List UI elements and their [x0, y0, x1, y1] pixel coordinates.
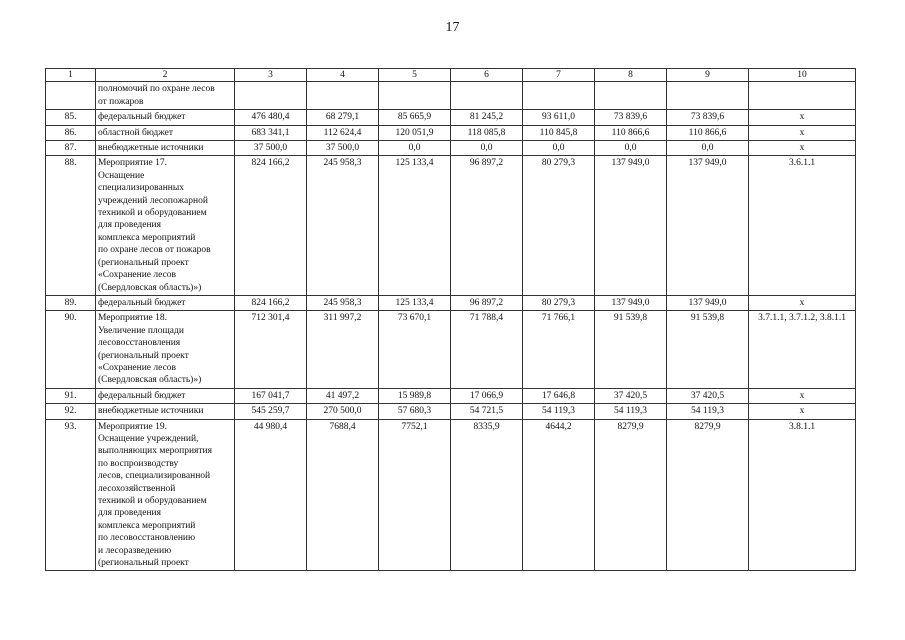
row-number: 87. — [46, 141, 96, 156]
value-2020: 120 051,9 — [379, 125, 451, 140]
value-2021: 54 721,5 — [451, 404, 523, 419]
value-2022: 71 766,1 — [523, 311, 595, 388]
value-2021: 17 066,9 — [451, 388, 523, 403]
row-name: внебюджетные источники — [96, 404, 235, 419]
row-number: 91. — [46, 388, 96, 403]
target-indicator-code: x — [749, 125, 856, 140]
value-2023 — [595, 82, 667, 110]
column-header: 7 — [523, 69, 595, 82]
row-number: 86. — [46, 125, 96, 140]
value-2024: 73 839,6 — [667, 110, 749, 125]
value-2019: 311 997,2 — [307, 311, 379, 388]
row-name: Мероприятие 17. Оснащение специализированных учреждений лесопожарной техникой и оборудованием для проведения комплекса мероприятий по охране лесов от пожаров (региональный проект «Сохранение лесов (Свердловская область)») — [96, 156, 235, 295]
value-2020: 73 670,1 — [379, 311, 451, 388]
target-indicator-code: x — [749, 388, 856, 403]
row-name: Мероприятие 18. Увеличение площади лесовосстановления (региональный проект «Сохранение лесов (Свердловская область)») — [96, 311, 235, 388]
value-total: 824 166,2 — [235, 295, 307, 310]
value-2022: 17 646,8 — [523, 388, 595, 403]
value-2024: 137 949,0 — [667, 295, 749, 310]
value-2024: 91 539,8 — [667, 311, 749, 388]
table-row — [46, 156, 856, 295]
row-number: 90. — [46, 311, 96, 388]
row-name: Мероприятие 19. Оснащение учреждений, выполняющих мероприятия по воспроизводству лесов, специализированной лесохозяйственной техникой и оборудованием для проведения комплекса мероприятий по лесовосстановлению и лесоразведению (региональный проект — [96, 419, 235, 571]
value-2020: 0,0 — [379, 141, 451, 156]
value-2023: 110 866,6 — [595, 125, 667, 140]
row-number: 89. — [46, 295, 96, 310]
value-2021 — [451, 82, 523, 110]
value-2020: 57 680,3 — [379, 404, 451, 419]
value-total: 683 341,1 — [235, 125, 307, 140]
value-2024: 110 866,6 — [667, 125, 749, 140]
target-indicator-code: x — [749, 141, 856, 156]
value-2023: 0,0 — [595, 141, 667, 156]
value-total: 824 166,2 — [235, 156, 307, 295]
row-number — [46, 82, 96, 110]
table-row — [46, 404, 856, 419]
value-2022: 80 279,3 — [523, 295, 595, 310]
value-2023: 91 539,8 — [595, 311, 667, 388]
row-number: 92. — [46, 404, 96, 419]
value-2020: 125 133,4 — [379, 295, 451, 310]
table-row — [46, 295, 856, 310]
value-2023: 137 949,0 — [595, 156, 667, 295]
value-2023: 73 839,6 — [595, 110, 667, 125]
value-2023: 8279,9 — [595, 419, 667, 571]
table-row — [46, 419, 856, 571]
table-header-row — [46, 69, 856, 82]
value-2020: 85 665,9 — [379, 110, 451, 125]
value-2019: 112 624,4 — [307, 125, 379, 140]
value-2022: 0,0 — [523, 141, 595, 156]
value-2020: 7752,1 — [379, 419, 451, 571]
value-2019: 245 958,3 — [307, 295, 379, 310]
table-row — [46, 82, 856, 110]
row-name: областной бюджет — [96, 125, 235, 140]
value-2021: 71 788,4 — [451, 311, 523, 388]
table-row — [46, 388, 856, 403]
value-2020 — [379, 82, 451, 110]
value-total: 167 041,7 — [235, 388, 307, 403]
target-indicator-code: 3.8.1.1 — [749, 419, 856, 571]
value-2024: 8279,9 — [667, 419, 749, 571]
value-2024: 37 420,5 — [667, 388, 749, 403]
column-header: 3 — [235, 69, 307, 82]
target-indicator-code: x — [749, 295, 856, 310]
value-2022: 93 611,0 — [523, 110, 595, 125]
row-name: федеральный бюджет — [96, 388, 235, 403]
target-indicator-code: 3.6.1.1 — [749, 156, 856, 295]
row-name: федеральный бюджет — [96, 110, 235, 125]
value-2019: 37 500,0 — [307, 141, 379, 156]
value-2023: 37 420,5 — [595, 388, 667, 403]
value-2019: 68 279,1 — [307, 110, 379, 125]
value-total: 545 259,7 — [235, 404, 307, 419]
value-2023: 54 119,3 — [595, 404, 667, 419]
value-total: 37 500,0 — [235, 141, 307, 156]
target-indicator-code: x — [749, 110, 856, 125]
row-number: 88. — [46, 156, 96, 295]
column-header: 10 — [749, 69, 856, 82]
value-2024: 137 949,0 — [667, 156, 749, 295]
table-row — [46, 125, 856, 140]
budget-table — [45, 68, 856, 571]
value-2019: 270 500,0 — [307, 404, 379, 419]
value-2022 — [523, 82, 595, 110]
value-total: 476 480,4 — [235, 110, 307, 125]
value-2019: 41 497,2 — [307, 388, 379, 403]
value-2020: 125 133,4 — [379, 156, 451, 295]
value-2021: 96 897,2 — [451, 156, 523, 295]
value-2024 — [667, 82, 749, 110]
page-number: 17 — [445, 20, 460, 35]
value-2024: 0,0 — [667, 141, 749, 156]
column-header: 9 — [667, 69, 749, 82]
target-indicator-code — [749, 82, 856, 110]
value-2019 — [307, 82, 379, 110]
column-header: 4 — [307, 69, 379, 82]
value-2021: 81 245,2 — [451, 110, 523, 125]
column-header: 8 — [595, 69, 667, 82]
value-2021: 96 897,2 — [451, 295, 523, 310]
row-number: 85. — [46, 110, 96, 125]
target-indicator-code: x — [749, 404, 856, 419]
table-row — [46, 311, 856, 388]
value-total: 44 980,4 — [235, 419, 307, 571]
value-2024: 54 119,3 — [667, 404, 749, 419]
column-header: 1 — [46, 69, 96, 82]
value-2021: 118 085,8 — [451, 125, 523, 140]
value-2020: 15 989,8 — [379, 388, 451, 403]
value-total — [235, 82, 307, 110]
table-row — [46, 141, 856, 156]
value-2019: 7688,4 — [307, 419, 379, 571]
value-2019: 245 958,3 — [307, 156, 379, 295]
value-2021: 8335,9 — [451, 419, 523, 571]
value-total: 712 301,4 — [235, 311, 307, 388]
value-2022: 80 279,3 — [523, 156, 595, 295]
row-name: федеральный бюджет — [96, 295, 235, 310]
row-number: 93. — [46, 419, 96, 571]
table-row — [46, 110, 856, 125]
row-name: внебюджетные источники — [96, 141, 235, 156]
value-2022: 54 119,3 — [523, 404, 595, 419]
row-name: полномочий по охране лесов от пожаров — [96, 82, 235, 110]
value-2022: 110 845,8 — [523, 125, 595, 140]
column-header: 2 — [96, 69, 235, 82]
value-2022: 4644,2 — [523, 419, 595, 571]
column-header: 5 — [379, 69, 451, 82]
target-indicator-code: 3.7.1.1, 3.7.1.2, 3.8.1.1 — [749, 311, 856, 388]
column-header: 6 — [451, 69, 523, 82]
value-2021: 0,0 — [451, 141, 523, 156]
value-2023: 137 949,0 — [595, 295, 667, 310]
